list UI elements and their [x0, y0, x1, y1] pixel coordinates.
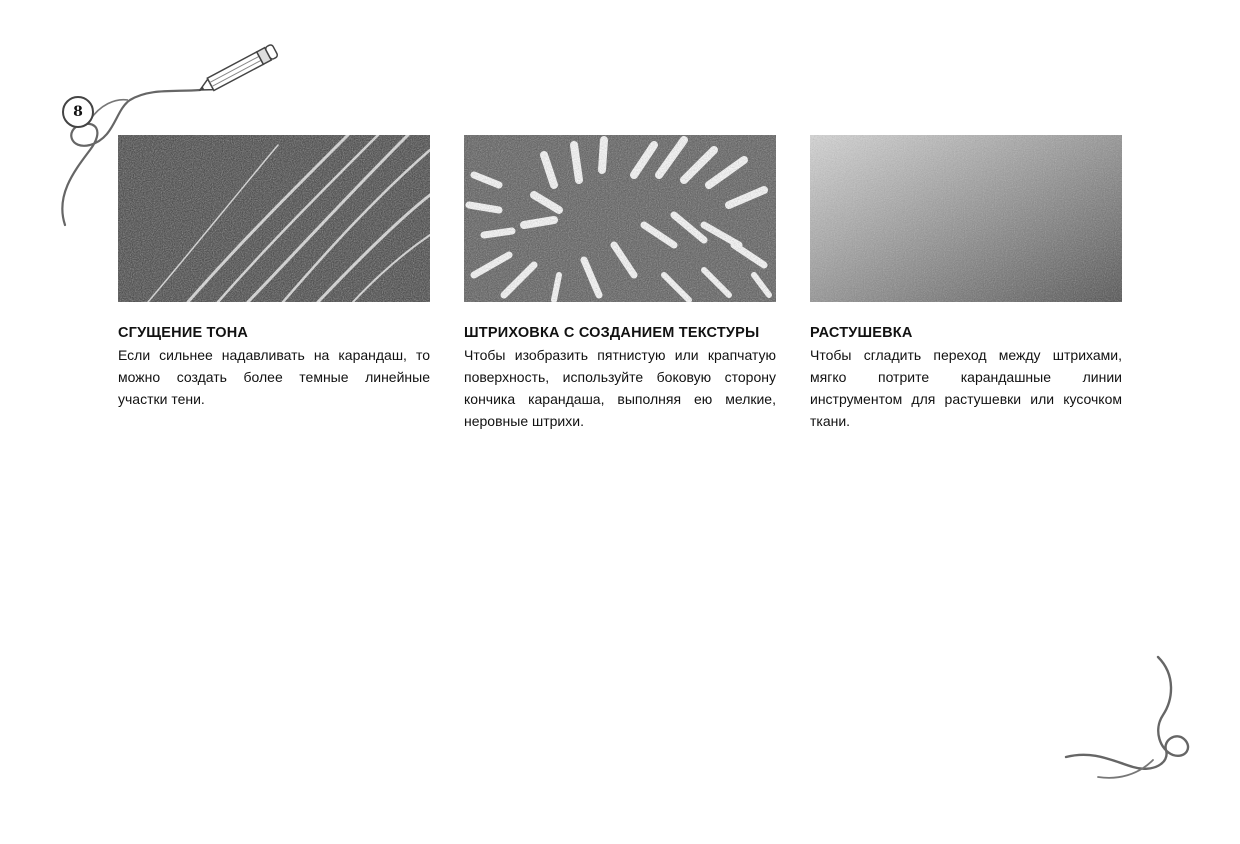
card-text: Если сильнее надавливать на карандаш, то можно создать более темные линейные участки тени.	[118, 347, 430, 407]
technique-card	[810, 135, 1122, 432]
technique-card	[464, 135, 776, 432]
texture-hatching-illustration	[464, 135, 776, 302]
flourish-icon	[1058, 655, 1198, 795]
pencil-icon	[0, 0, 300, 240]
card-text: Чтобы сгладить переход между штрихами, мягко потрите карандашные линии инструментом для растушевки или кусочком ткани.	[810, 347, 1122, 429]
card-text: Чтобы изобразить пятнистую или крапчатую поверхность, используйте боковую сторону кончика карандаша, выполняя ею мелкие, неровные штрихи.	[464, 347, 776, 429]
card-title: СГУЩЕНИЕ ТОНА	[118, 325, 249, 341]
card-title: РАСТУШЕВКА	[810, 325, 913, 341]
page-number: 8	[62, 96, 94, 128]
card-title: ШТРИХОВКА С СОЗДАНИЕМ ТЕКСТУРЫ	[464, 325, 760, 341]
blending-illustration	[810, 135, 1122, 302]
